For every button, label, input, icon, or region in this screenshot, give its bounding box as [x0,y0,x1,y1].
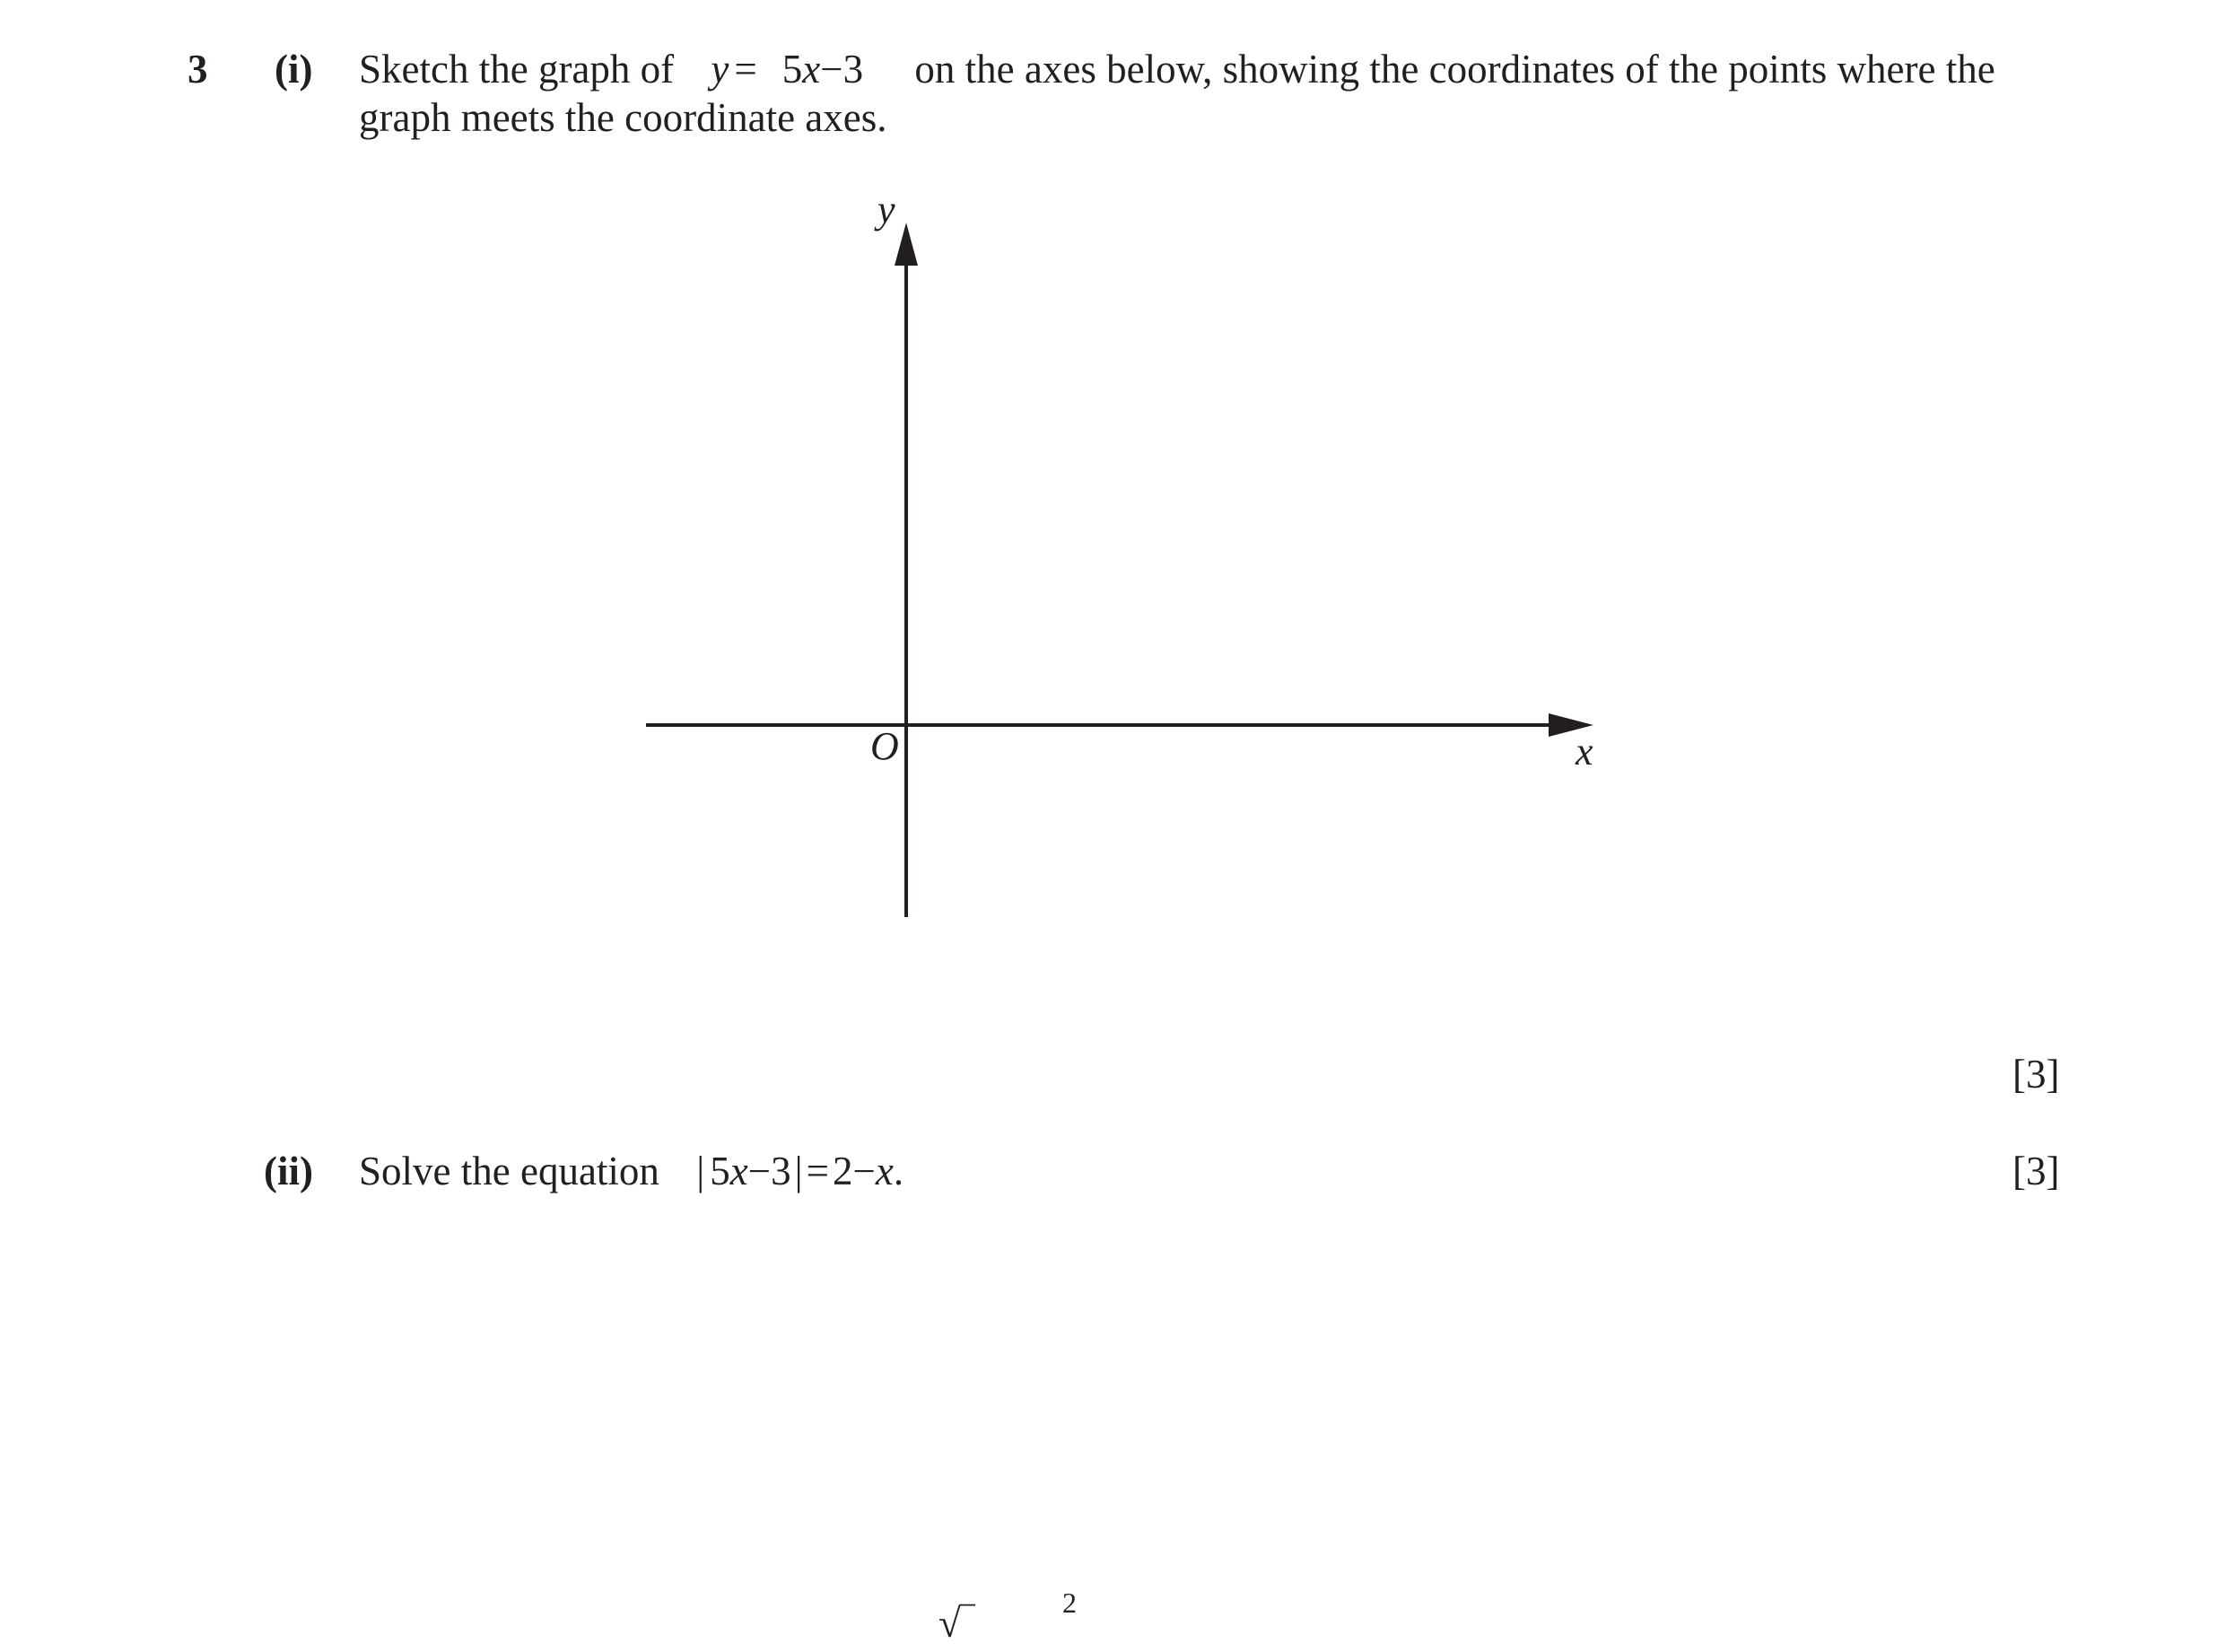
part-ii-text [359,1147,903,1195]
part-i-text-after: on the axes below, showing the coordinates of the points where the [914,47,1995,92]
equation-equals: = [734,47,757,92]
part-ii-marks: [3] [2012,1149,2060,1193]
x-axis-label: x [1576,730,1593,774]
y-axis-label: y [877,188,895,232]
equation-rest: −3 [820,47,864,92]
equation-end: . [893,1149,904,1193]
equation-equals: = [806,1149,829,1193]
abs-bar-open: | [696,1149,705,1193]
part-ii-text-label: Solve the equation [359,1149,659,1193]
footer-symbol: √‾ [938,1601,974,1646]
part-ii-label: (ii) [264,1149,313,1193]
equation-rhs: 2− [832,1149,876,1193]
y-axis-arrowhead [895,223,918,266]
part-i-marks: [3] [2012,1052,2060,1097]
part-i-text-line2: graph meets the coordinate axes. [359,95,887,140]
page-number: 2 [1062,1586,1077,1619]
equation-rhs-x: x [875,1149,894,1193]
equation-coef: 5 [781,47,803,92]
origin-label: O [870,724,899,768]
equation-x: x [729,1149,748,1193]
question-number: 3 [188,47,208,92]
part-ii-equation [696,1149,903,1193]
part-i-text-before: Sketch the graph of [359,47,675,92]
equation-x: x [802,47,821,92]
equation-coef: 5 [710,1149,730,1193]
abs-bar-close: | [794,1149,803,1193]
equation-minus: −3 [747,1149,791,1193]
part-i-label: (i) [275,47,313,92]
equation-y: y [711,47,729,92]
